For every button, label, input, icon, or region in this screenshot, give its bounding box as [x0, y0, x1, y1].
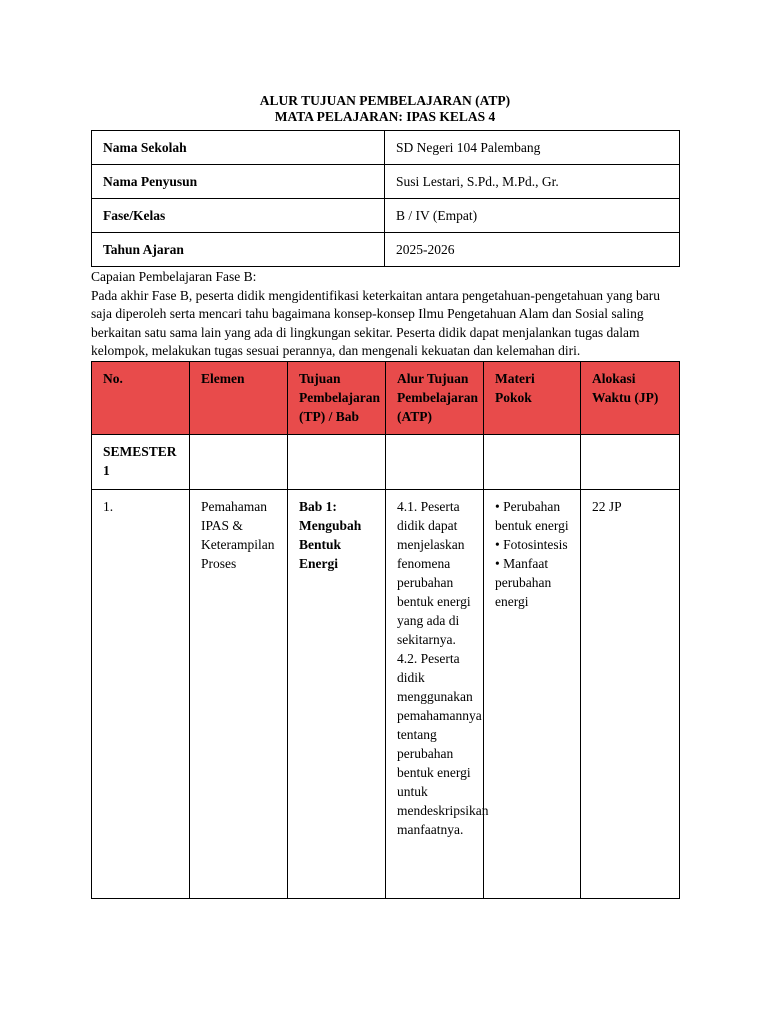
elemen-cell: Pemahaman IPAS & Keterampilan Proses [190, 489, 288, 898]
table-row [92, 233, 680, 267]
column-header: Alur Tujuan Pembelajaran (ATP) [386, 361, 484, 434]
info-label: Tahun Ajaran [92, 233, 385, 267]
title-line-1: ALUR TUJUAN PEMBELAJARAN (ATP) [259, 93, 511, 108]
empty-cell [484, 434, 581, 489]
info-value: Susi Lestari, S.Pd., M.Pd., Gr. [385, 165, 680, 199]
column-header: Elemen [190, 361, 288, 434]
info-value: B / IV (Empat) [385, 199, 680, 233]
info-label: Fase/Kelas [92, 199, 385, 233]
table-row [92, 131, 680, 165]
atp-table [91, 361, 680, 899]
info-label: Nama Sekolah [92, 131, 385, 165]
capaian-heading: Capaian Pembelajaran Fase B: [91, 269, 257, 284]
alokasi-cell: 22 JP [581, 489, 680, 898]
column-header: Materi Pokok [484, 361, 581, 434]
row-number: 1. [92, 489, 190, 898]
table-row [92, 165, 680, 199]
document-page [91, 93, 679, 899]
table-row [92, 489, 680, 898]
column-header: Tujuan Pembelajaran (TP) / Bab [288, 361, 386, 434]
column-header: Alokasi Waktu (JP) [581, 361, 680, 434]
info-label: Nama Penyusun [92, 165, 385, 199]
empty-cell [581, 434, 680, 489]
table-row [92, 199, 680, 233]
column-header: No. [92, 361, 190, 434]
materi-item: • Fotosintesis [495, 536, 568, 552]
semester-row [92, 434, 680, 489]
capaian-text: Pada akhir Fase B, peserta didik mengidentifikasi keterkaitan antara pengetahuan-pengetahuan yang baru saja diperoleh serta mencari tahu bagaimana konsep-konsep Ilmu Pengetahuan Alam dan Sosial saling berkaitan satu sama lain yang ada di lingkungan sekitar. Peserta didik dapat menjalankan tugas dalam kelompok, melakukan tugas sesuai perannya, dan mengenali kekuatan dan kelemahan diri. [91, 287, 661, 358]
materi-cell [484, 489, 581, 898]
info-value: SD Negeri 104 Palembang [385, 131, 680, 165]
atp-item: 4.1. Peserta didik dapat menjelaskan fenomena perubahan bentuk energi yang ada di sekitarnya. [397, 498, 471, 647]
info-table [91, 130, 680, 267]
atp-item: 4.2. Peserta didik menggunakan pemahamannya tentang perubahan bentuk energi untuk mendeskripsikan manfaatnya. [397, 650, 489, 837]
atp-cell [386, 489, 489, 898]
empty-cell [386, 434, 484, 489]
capaian-section [91, 268, 679, 361]
info-value: 2025-2026 [385, 233, 680, 267]
table-header-row [92, 361, 680, 434]
tp-cell: Bab 1: Mengubah Bentuk Energi [288, 489, 386, 898]
empty-cell [190, 434, 288, 489]
semester-label: SEMESTER 1 [92, 434, 190, 489]
empty-cell [288, 434, 386, 489]
title-line-2: MATA PELAJARAN: IPAS KELAS 4 [274, 109, 496, 124]
materi-item: • Perubahan bentuk energi [495, 498, 569, 533]
materi-item: • Manfaat perubahan energi [495, 555, 552, 609]
